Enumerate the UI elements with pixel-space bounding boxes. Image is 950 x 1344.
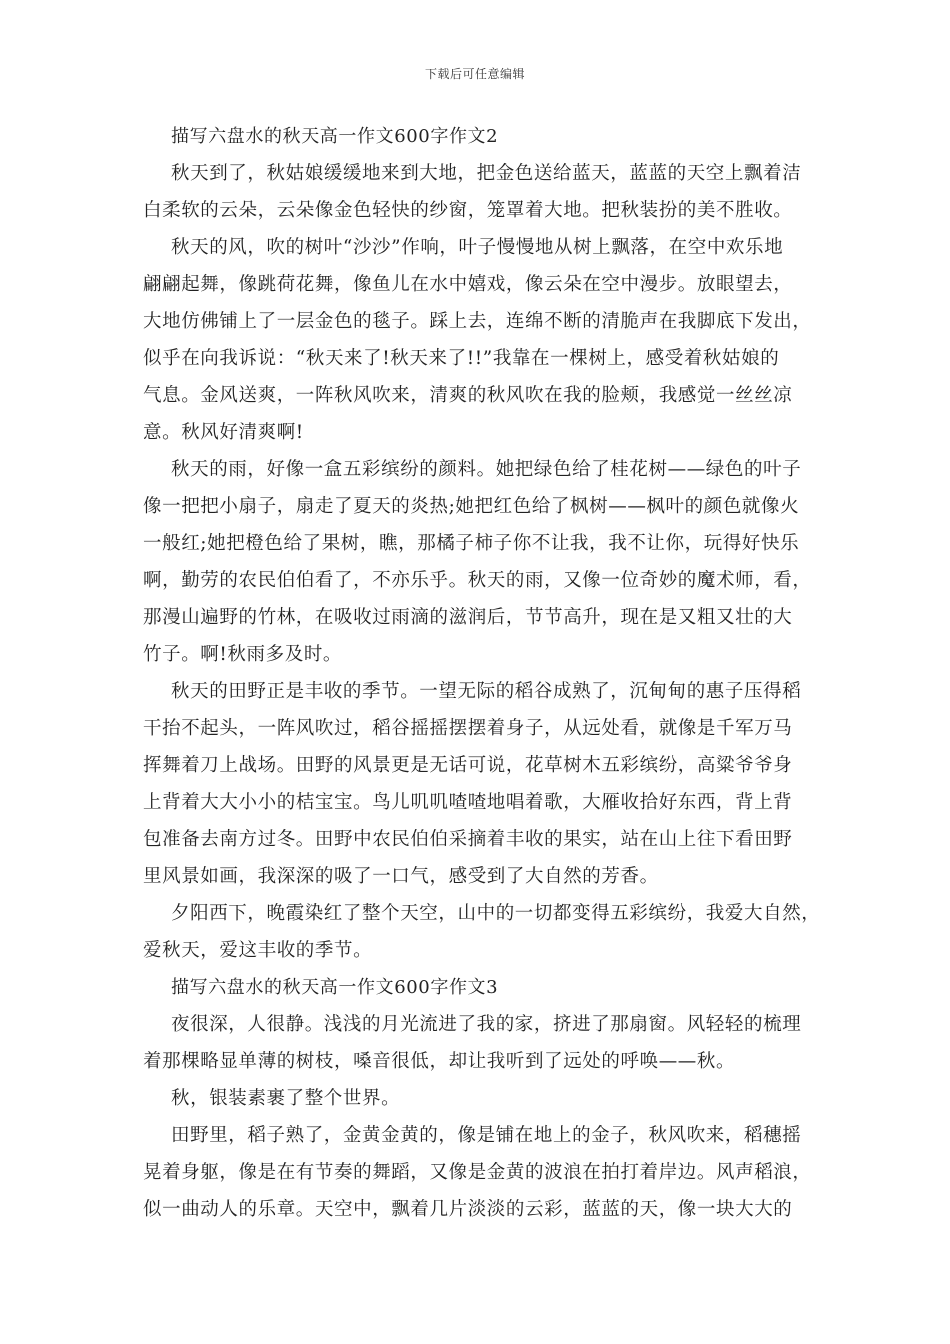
text-line: 干抬不起头，一阵风吹过，稻谷摇摇摆摆着身子，从远处看，就像是千军万马 (143, 718, 793, 739)
text-line: 那漫山遍野的竹林，在吸收过雨滴的滋润后，节节高升，现在是又粗又壮的大 (143, 607, 793, 628)
text-line: 白柔软的云朵，云朵像金色轻快的纱窗，笼罩着大地。把秋装扮的美不胜收。 (143, 200, 793, 221)
section-title: 描写六盘水的秋天高一作文600字作文3 (171, 977, 499, 998)
text-line: 啊，勤劳的农民伯伯看了，不亦乐乎。秋天的雨，又像一位奇妙的魔术师，看， (143, 570, 812, 591)
text-line: 似一曲动人的乐章。天空中，飘着几片淡淡的云彩，蓝蓝的天，像一块大大的 (143, 1199, 793, 1220)
text-line: 秋，银装素裹了整个世界。 (171, 1088, 401, 1109)
text-line: 一般红;她把橙色给了果树，瞧，那橘子柿子你不让我，我不让你，玩得好快乐 (143, 533, 800, 554)
document-body (143, 118, 821, 1228)
text-line: 翩翩起舞，像跳荷花舞，像鱼儿在水中嬉戏，像云朵在空中漫步。放眼望去， (143, 274, 793, 295)
text-line: 包准备去南方过冬。田野中农民伯伯采摘着丰收的果实，站在山上往下看田野 (143, 829, 793, 850)
text-line: 竹子。啊!秋雨多及时。 (143, 644, 343, 665)
text-line: 秋天的风，吹的树叶“沙沙”作响，叶子慢慢地从树上飘落，在空中欢乐地 (171, 237, 784, 258)
text-line: 大地仿佛铺上了一层金色的毯子。踩上去，连绵不断的清脆声在我脚底下发出， (143, 311, 812, 332)
text-line: 晃着身躯，像是在有节奏的舞蹈，又像是金黄的波浪在拍打着岸边。风声稻浪， (143, 1162, 812, 1183)
text-line: 像一把把小扇子，扇走了夏天的炎热;她把红色给了枫树——枫叶的颜色就像火 (143, 496, 800, 517)
text-line: 秋天到了，秋姑娘缓缓地来到大地，把金色送给蓝天，蓝蓝的天空上飘着洁 (171, 163, 802, 184)
text-line: 着那棵略显单薄的树枝，嗓音很低，却让我听到了远处的呼唤——秋。 (143, 1051, 736, 1072)
text-line: 秋天的雨，好像一盒五彩缤纷的颜料。她把绿色给了桂花树——绿色的叶子 (171, 459, 802, 480)
text-line: 挥舞着刀上战场。田野的风景更是无话可说，花草树木五彩缤纷，高粱爷爷身 (143, 755, 793, 776)
section-title: 描写六盘水的秋天高一作文600字作文2 (171, 126, 499, 147)
text-line: 意。秋风好清爽啊! (143, 422, 304, 443)
text-line: 爱秋天，爱这丰收的季节。 (143, 940, 373, 961)
page-header: 下载后可任意编辑 (424, 67, 525, 81)
text-line: 田野里，稻子熟了，金黄金黄的，像是铺在地上的金子，秋风吹来，稻穗摇 (171, 1125, 802, 1146)
text-line: 上背着大大小小的桔宝宝。鸟儿叽叽喳喳地唱着歌，大雁收拾好东西，背上背 (143, 792, 793, 813)
text-line: 夕阳西下，晚霞染红了整个天空，山中的一切都变得五彩缤纷，我爱大自然， (171, 903, 821, 924)
text-line: 秋天的田野正是丰收的季节。一望无际的稻谷成熟了，沉甸甸的惠子压得稻 (171, 681, 802, 702)
text-line: 里风景如画，我深深的吸了一口气，感受到了大自然的芳香。 (143, 866, 659, 887)
text-line: 夜很深，人很静。浅浅的月光流进了我的家，挤进了那扇窗。风轻轻的梳理 (171, 1014, 802, 1035)
text-line: 似乎在向我诉说：“秋天来了!秋天来了!!”我靠在一棵树上，感受着秋姑娘的 (143, 348, 780, 369)
text-line: 气息。金风送爽，一阵秋风吹来，清爽的秋风吹在我的脸颊，我感觉一丝丝凉 (143, 385, 793, 406)
